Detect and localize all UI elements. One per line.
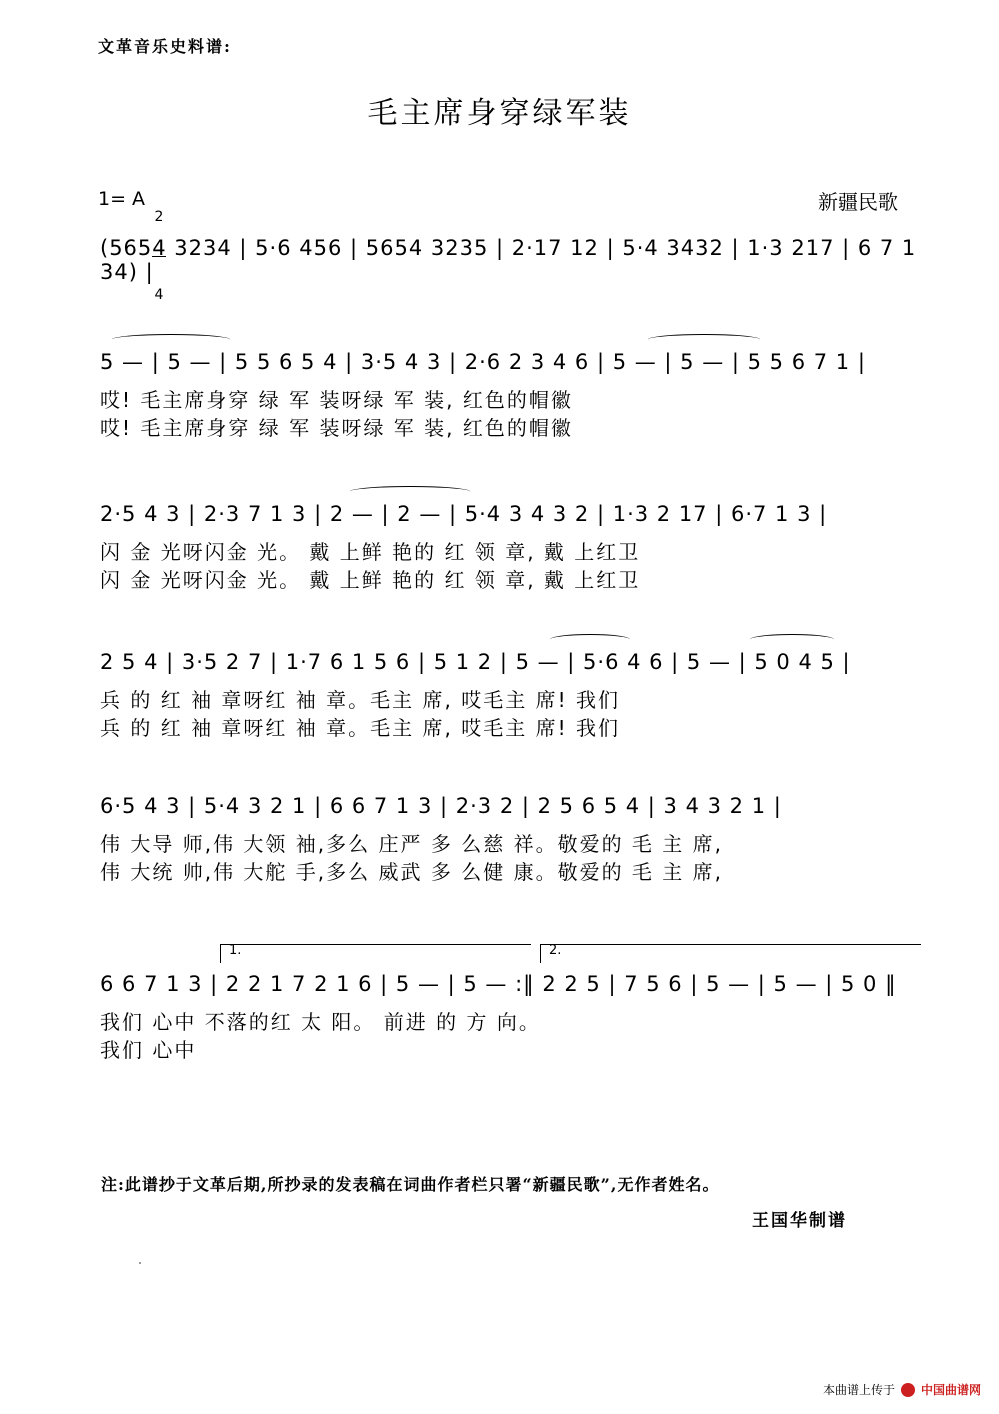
lyric-verse-1: 哎! 毛主席身穿 绿 军 装呀绿 军 装, 红色的帽徽 xyxy=(100,388,573,412)
slur xyxy=(112,334,230,345)
lyric-verse-2: 我们 心中 xyxy=(100,1038,197,1062)
score-row-intro xyxy=(100,232,922,284)
watermark-site: 中国曲谱网 xyxy=(920,1383,981,1397)
watermark xyxy=(823,1381,981,1398)
time-signature-top: 2 xyxy=(154,209,164,225)
notation-line: 2·5 4 3 | 2·3 7 1 3 | 2 — | 2 — | 5·4 3 4 3 2 | 1·3 2 17 | 6·7 1 3 | xyxy=(100,502,828,526)
lyric-verse-1: 我们 心中 不落的红 太 阳。 前进 的 方 向。 xyxy=(100,1010,541,1034)
key-signature: 1= A xyxy=(98,188,146,210)
notation-line: (5654 3234 | 5·6 456 | 5654 3235 | 2·17 12 | 5·4 3432 | 1·3 217 | 6 7 1 34) | xyxy=(100,236,917,284)
watermark-prefix: 本曲谱上传于 xyxy=(822,1383,895,1397)
volta-label: 2. xyxy=(549,943,562,958)
slur xyxy=(550,634,630,645)
notation-line: 6·5 4 3 | 5·4 3 2 1 | 6 6 7 1 3 | 2·3 2 | 2 5 6 5 4 | 3 4 3 2 1 | xyxy=(100,794,782,818)
slur xyxy=(648,334,760,345)
slur xyxy=(350,486,470,497)
score-row-2 xyxy=(100,492,922,592)
song-origin: 新疆民歌 xyxy=(818,190,898,214)
score-row-1 xyxy=(100,340,922,440)
notation-line: 2 5 4 | 3·5 2 7 | 1·7 6 1 5 6 | 5 1 2 | 5 — | 5·6 4 6 | 5 — | 5 0 4 5 | xyxy=(100,650,851,674)
volta-second-ending xyxy=(540,944,921,963)
score-row-5 xyxy=(100,944,922,1064)
lyric-verse-2: 兵 的 红 袖 章呀红 袖 章。毛主 席, 哎毛主 席! 我们 xyxy=(100,716,620,740)
source-label: 文革音乐史料谱: xyxy=(98,37,232,56)
song-title: 毛主席身穿绿军装 xyxy=(367,96,632,131)
engraver-credit: 王国华制谱 xyxy=(752,1211,847,1231)
lyric-verse-2: 闪 金 光呀闪金 光。 戴 上鲜 艳的 红 领 章, 戴 上红卫 xyxy=(100,568,641,592)
volta-label: 1. xyxy=(229,943,242,958)
notation-line: 6 6 7 1 3 | 2 2 1 7 2 1 6 | 5 — | 5 — :‖ 2 2 5 | 7 5 6 | 5 — | 5 — | 5 0 ‖ xyxy=(100,972,897,996)
notation-line: 5 — | 5 — | 5 5 6 5 4 | 3·5 4 3 | 2·6 2 3 4 6 | 5 — | 5 — | 5 5 6 7 1 | xyxy=(100,350,866,374)
score-row-4 xyxy=(100,784,922,884)
footer-note: 注:此谱抄于文革后期,所抄录的发表稿在词曲作者栏只署“新疆民歌”,无作者姓名。 xyxy=(101,1175,720,1194)
lyric-verse-1: 伟 大导 师,伟 大领 袖,多么 庄严 多 么慈 祥。敬爱的 毛 主 席, xyxy=(100,832,724,856)
slur xyxy=(750,634,834,645)
stray-dot xyxy=(139,1262,141,1264)
lyric-verse-2: 伟 大统 帅,伟 大舵 手,多么 威武 多 么健 康。敬爱的 毛 主 席, xyxy=(100,860,724,884)
time-signature-bottom: 4 xyxy=(154,287,164,303)
lyric-verse-1: 闪 金 光呀闪金 光。 戴 上鲜 艳的 红 领 章, 戴 上红卫 xyxy=(100,540,641,564)
volta-first-ending xyxy=(220,944,531,963)
score-row-3 xyxy=(100,640,922,740)
site-logo-icon xyxy=(901,1383,915,1397)
lyric-verse-1: 兵 的 红 袖 章呀红 袖 章。毛主 席, 哎毛主 席! 我们 xyxy=(100,688,620,712)
lyric-verse-2: 哎! 毛主席身穿 绿 军 装呀绿 军 装, 红色的帽徽 xyxy=(100,416,573,440)
